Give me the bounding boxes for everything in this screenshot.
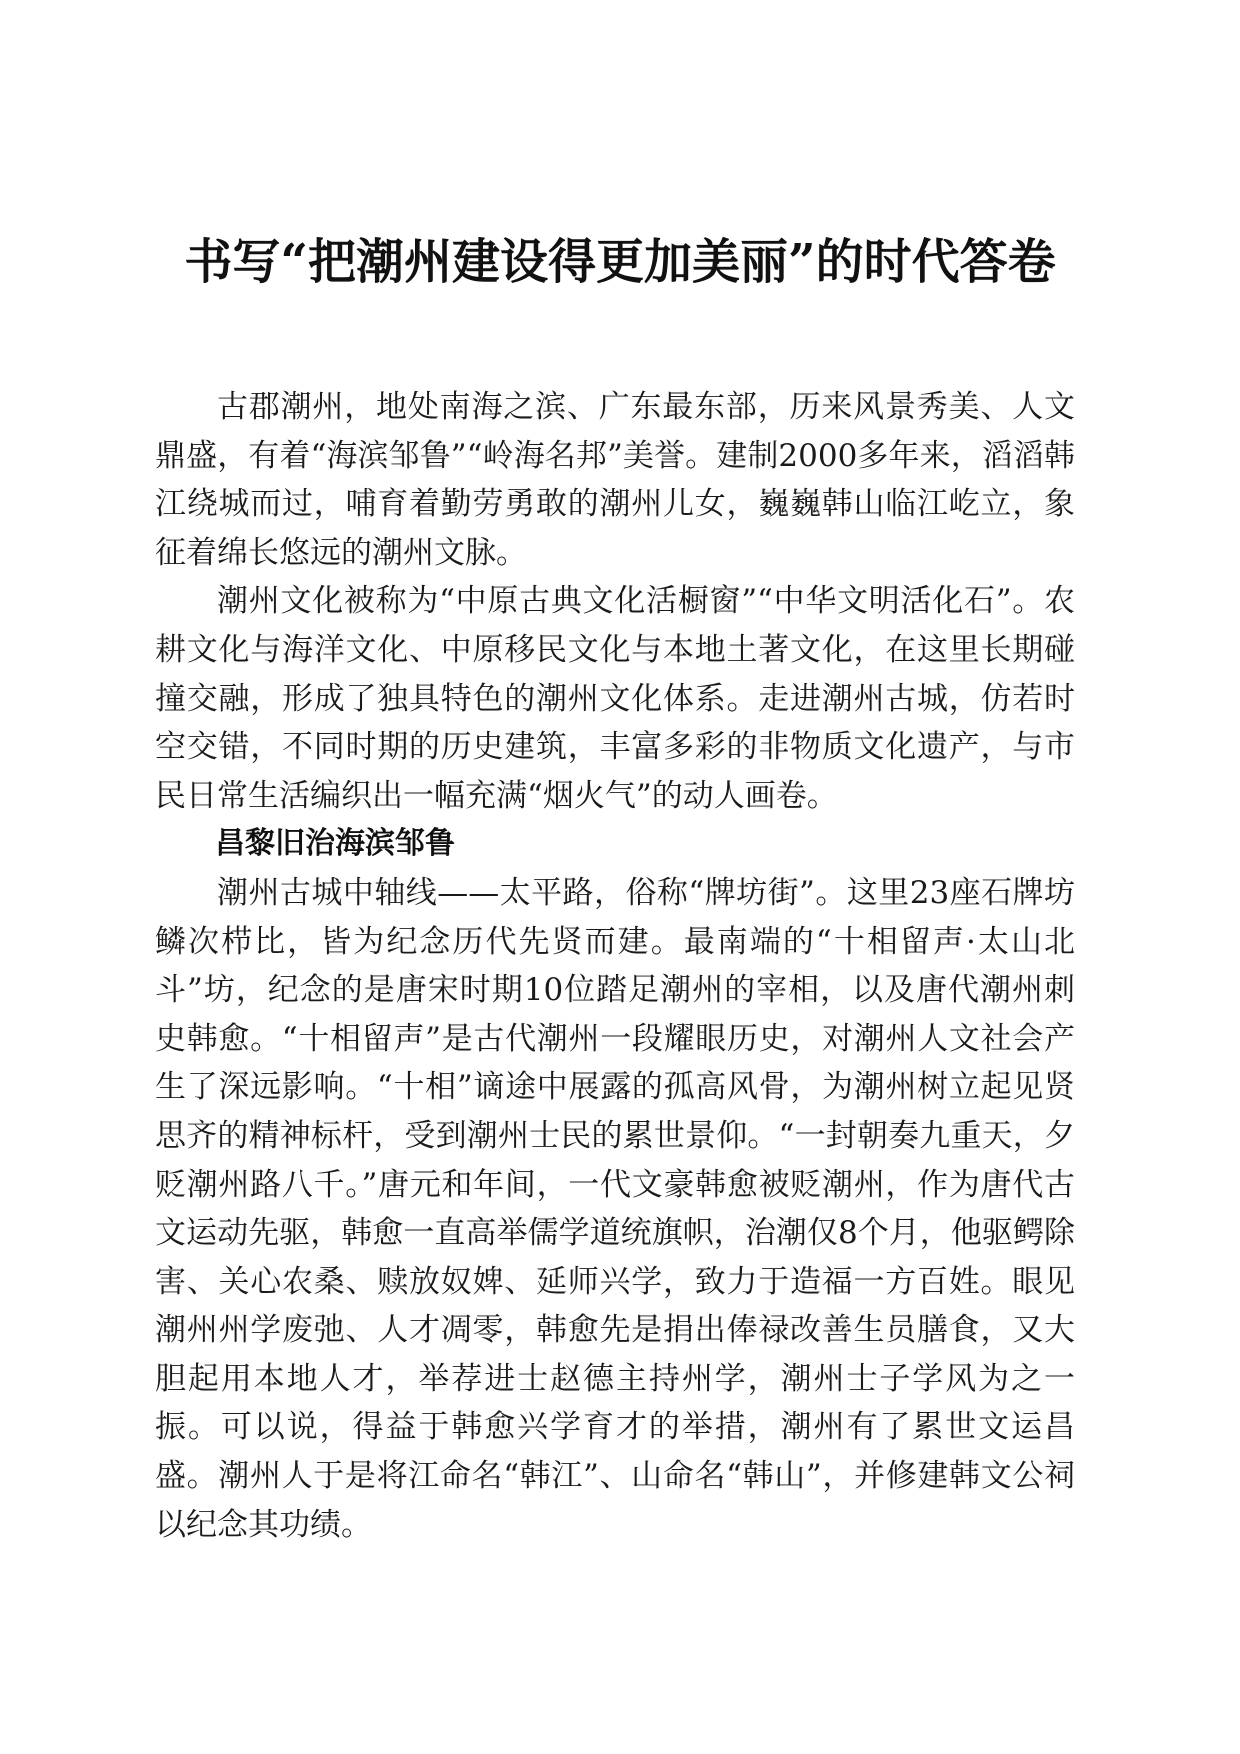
paragraph-culture: 潮州文化被称为“中原古典文化活橱窗”“中华文明活化石”。农耕文化与海洋文化、中原移民文化与本地土著文化，在这里长期碰撞交融，形成了独具特色的潮州文化体系。走进潮州古城，仿若时空交错，不同时期的历史建筑，丰富多彩的非物质文化遗产，与市民日常生活编织出一幅充满“烟火气”的动人画卷。	[155, 583, 1075, 814]
document-body	[155, 383, 1075, 1549]
document-title: 书写“把潮州建设得更加美丽”的时代答卷	[184, 234, 1056, 290]
section-heading: 昌黎旧治海滨邹鲁	[215, 826, 455, 862]
paragraph-section: 潮州古城中轴线——太平路，俗称“牌坊街”。这里23座石牌坊鳞次栉比，皆为纪念历代先贤而建。最南端的“十相留声·太山北斗”坊，纪念的是唐宋时期10位踏足潮州的宰相，以及唐代潮州刺史韩愈。“十相留声”是古代潮州一段耀眼历史，对潮州人文社会产生了深远影响。“十相”谪途中展露的孤高风骨，为潮州树立起见贤思齐的精神标杆，受到潮州士民的累世景仰。“一封朝奏九重天，夕贬潮州路八千。”唐元和年间，一代文豪韩愈被贬潮州，作为唐代古文运动先驱，韩愈一直高举儒学道统旗帜，治潮仅8个月，他驱鳄除害、关心农桑、赎放奴婢、延师兴学，致力于造福一方百姓。眼见潮州州学废弛、人才凋零，韩愈先是捐出俸禄改善生员膳食，又大胆起用本地人才，举荐进士赵德主持州学，潮州士子学风为之一振。可以说，得益于韩愈兴学育才的举措，潮州有了累世文运昌盛。潮州人于是将江命名“韩江”、山命名“韩山”，并修建韩文公祠以纪念其功绩。	[155, 874, 1075, 1543]
paragraph-intro: 古郡潮州，地处南海之滨、广东最东部，历来风景秀美、人文鼎盛，有着“海滨邹鲁”“岭海名邦”美誉。建制2000多年来，滔滔韩江绕城而过，哺育着勤劳勇敢的潮州儿女，巍巍韩山临江屹立，象征着绵长悠远的潮州文脉。	[155, 389, 1075, 571]
